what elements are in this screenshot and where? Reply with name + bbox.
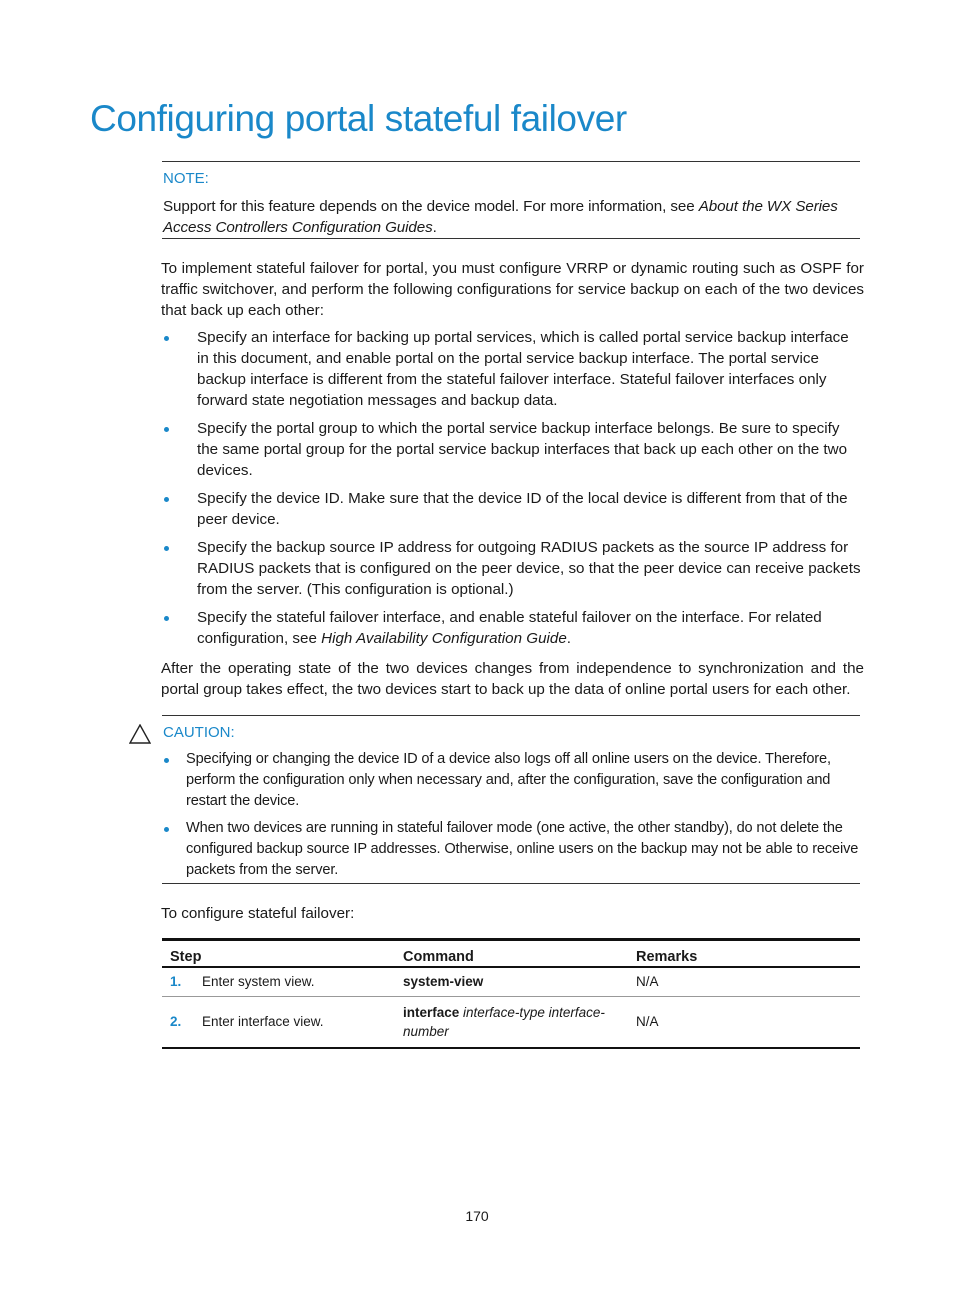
command-cell: [395, 996, 628, 1048]
page-number: 170: [465, 1208, 489, 1224]
list-item: When two devices are running in stateful failover mode (one active, the other standby), do not delete the configured backup source IP addresses. Otherwise, online users on the backup may not be able to receive packets from the server.: [162, 818, 862, 881]
bullet-dot-icon: [164, 336, 169, 341]
bullet-dot-icon: [164, 827, 169, 832]
command-keyword: interface: [403, 1004, 460, 1020]
intro-paragraph: To implement stateful failover for portal, you must configure VRRP or dynamic routing such as OSPF for traffic switchover, and perform the following configurations for service backup on each of the two devices that back up each other:: [161, 260, 864, 319]
table-row: [162, 996, 860, 1048]
bullet-dot-icon: [164, 497, 169, 502]
list-item: Specify the backup source IP address for outgoing RADIUS packets as the source IP address for RADIUS packets that is configured on the peer device, so that the peer device can receive packets from the server. (This configuration is optional.): [160, 537, 864, 600]
step-cell: [162, 967, 395, 996]
header-remarks: Remarks: [628, 940, 860, 968]
step-number: 2.: [170, 1014, 182, 1029]
command-table: [162, 938, 860, 1049]
caution-triangle-icon: [129, 724, 151, 744]
list-item: Specify the portal group to which the portal service backup interface belongs. Be sure to specify the same portal group for the portal service backup interfaces that back up each other on the two devices.: [160, 418, 864, 481]
step-cell: [162, 996, 395, 1048]
step-text: Enter interface view.: [202, 1014, 324, 1029]
caution-top-rule: [162, 715, 860, 716]
remarks-cell: N/A: [628, 967, 860, 996]
note-doc-reference: About the WX Series Access Controllers Configuration Guides: [163, 198, 838, 236]
note-top-rule: [162, 161, 860, 162]
list-item: Specifying or changing the device ID of a device also logs off all online users on the device. Therefore, perform the configuration only when necessary and, after the configuration, save the configuration and restart the device.: [162, 749, 862, 812]
caution-label: CAUTION:: [163, 724, 235, 741]
note-text: Support for this feature depends on the device model. For more information, see About the WX Series Access Controllers Configuration Guides.: [163, 198, 838, 236]
header-step: Step: [162, 940, 395, 968]
command-argument: interface-type interface-number: [403, 1004, 605, 1039]
remarks-cell: N/A: [628, 996, 860, 1048]
page-title: Configuring portal stateful failover: [90, 98, 627, 139]
command-keyword: system-view: [403, 974, 484, 990]
step-text: Enter system view.: [202, 974, 315, 990]
step-number: 1.: [170, 974, 182, 990]
header-command: Command: [395, 940, 628, 968]
list-item: Specify the device ID. Make sure that the device ID of the local device is different from that of the peer device.: [160, 488, 864, 530]
list-item: Specify the stateful failover interface, and enable stateful failover on the interface. For related configuration, see High Availability Configuration Guide.: [160, 607, 864, 649]
config-bullet-list: [160, 327, 864, 656]
table-row: [162, 967, 860, 996]
note-label: NOTE:: [163, 170, 209, 187]
bullet-dot-icon: [164, 616, 169, 621]
to-configure-text: To configure stateful failover:: [161, 905, 355, 922]
after-paragraph: After the operating state of the two devices changes from independence to synchronization and the portal group takes effect, the two devices start to back up the data of online portal users for each other.: [161, 660, 864, 698]
table-header-row: [162, 940, 860, 968]
caution-list: [162, 749, 862, 887]
list-item: Specify an interface for backing up portal services, which is called portal service backup interface in this document, and enable portal on the portal service backup interface. The portal service backup interface is different from the stateful failover interface. Stateful failover interfaces only forward state negotiation messages and backup data.: [160, 327, 864, 411]
note-bottom-rule: [162, 238, 860, 239]
command-cell: [395, 967, 628, 996]
bullet-dot-icon: [164, 546, 169, 551]
guide-reference: High Availability Configuration Guide: [321, 630, 567, 647]
bullet-dot-icon: [164, 758, 169, 763]
bullet-dot-icon: [164, 427, 169, 432]
caution-bottom-rule: [162, 883, 860, 884]
